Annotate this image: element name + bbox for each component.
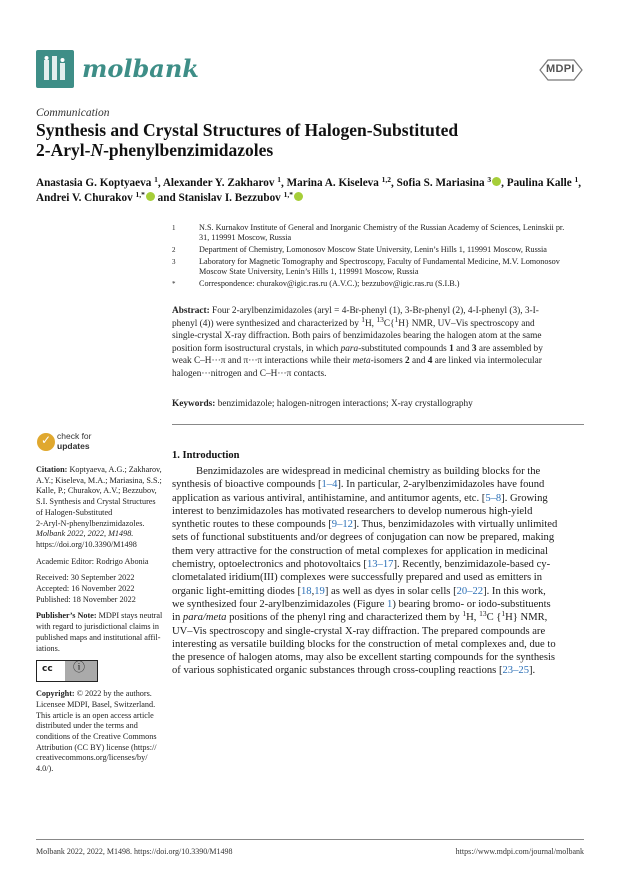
keywords-label: Keywords: [172,399,216,409]
body-text [172,465,584,678]
article-type: Communication [36,107,110,119]
copyright-text: © 2022 by the authors. [74,689,152,699]
body-text-span: ]. Thus, benzimidazoles with virtually unlimited [352,519,558,531]
body-line [172,518,584,531]
body-text-span: in [172,612,183,624]
affiliation-2 [172,245,584,255]
sidebar-line: Licensee MDPI, Basel, Switzerland. [36,699,156,709]
body-text-span: application as various antiviral, antihistamine, and antitumor agents, etc. [ [172,492,486,504]
academic-editor: Academic Editor: Rodrigo Abonia [36,556,149,566]
affiliations [172,223,584,291]
sidebar-line: with regard to jurisdictional claims in [36,622,160,632]
affiliation-1 [172,223,584,243]
affiliation-correspondence [172,279,584,289]
publisher-logo[interactable] [538,58,584,82]
check-updates-line: updates [57,440,90,451]
abstract-sup: 1 [394,314,399,324]
title-line-2: 2-Aryl-N-phenylbenzimidazoles [36,140,274,160]
author-affil-sup: 1 [154,175,158,184]
abstract-text: Four 2-arylbenzimidazoles (aryl = 4-Br-phenyl (1), 3-Br-phenyl (2), 4-I-phenyl (3), 3-I- [212,306,539,316]
keywords-text: benzimidazole; halogen-nitrogen interactions; X-ray crystallography [217,399,473,409]
body-text-span: organic light-emitting diodes [ [172,585,301,597]
body-line: clometalated iridium(III) complexes were successfully prepared and used as emitters in [172,572,543,584]
affiliation-line: Department of Chemistry, Lomonosov Moscow State University, Lenin’s Hills 1, 119991 Moscow, Russia [199,245,547,254]
reference-link[interactable]: 19 [314,585,325,597]
body-line [172,611,584,624]
body-line [172,478,584,491]
abstract-text: weak C–H···π and π···π interactions while their [172,356,353,367]
affiliation-number: 2 [172,246,176,254]
author-affil-sup: 1,* [135,190,145,199]
check-updates-line: check for [57,431,92,441]
sidebar-line [36,689,162,700]
author-list [36,176,596,206]
orcid-icon[interactable] [294,192,303,201]
figure-link[interactable]: 1 [387,598,393,610]
abstract-line [172,314,584,331]
reference-link[interactable]: 23–25 [502,665,529,677]
sidebar-line: conditions of the Creative Commons [36,732,157,742]
citation-doi-link[interactable]: https://doi.org/10.3390/M1498 [36,539,137,549]
title-line-1: Synthesis and Crystal Structures of Halogen-Substituted [36,120,459,140]
abstract-text: -substituted compounds [358,343,450,354]
citation-text: Koptyaeva, A.G.; Zakharov, [67,465,162,474]
publisher-note-label: Publisher’s Note: [36,611,97,621]
footer-divider [36,839,584,840]
reference-link[interactable]: 5–8 [485,492,502,504]
journal-logo-icon [36,50,74,88]
body-text-span: Benzimidazoles are widespread in medicinal chemistry as building blocks for the [196,466,541,477]
abstract-label: Abstract: [172,306,210,316]
author-line-1: Anastasia G. Koptyaeva $^1$, Alexander Y. Zakharov $^1$, Marina A. Kiseleva $^{1,2}$, Sofia S. Mariasina $^3$ , Paulina Kalle $^1$, [36,175,582,189]
compound-number: 2 [405,356,410,367]
abstract-text: are linked via intermolecular [432,356,542,367]
abstract-line: single-crystal X-ray diffraction. Both pairs of benzimidazoles bearing the halogen atom at the same [172,331,542,342]
footer-citation[interactable]: Molbank 2022, 2022, M1498. https://doi.org/10.3390/M1498 [36,847,233,856]
affiliation-3 [172,257,584,277]
body-text-span: of various sophisticated organic substances through cross-coupling reactions [ [172,665,503,677]
author-affil-sup: 3 [487,175,492,184]
author-name: Andrei V. Churakov [36,192,133,204]
compound-number: 3 [471,343,477,354]
copyright-label: Copyright: [36,689,75,699]
check-for-updates-button[interactable] [37,432,107,454]
body-text-span: we synthesized four 2-arylbenzimidazoles (Figure [172,598,388,610]
abstract-sup: 1 [361,314,365,324]
body-text-span: H} NMR, [505,612,548,624]
body-line: them very attractive for the construction of metal complexes for application in medicinal [172,545,548,557]
reference-link[interactable]: 20–22 [456,585,484,597]
abstract-text: are assembled by [476,343,543,354]
license-link[interactable]: creativecommons.org/licenses/by/ [36,753,148,763]
affiliation-line: Moscow State University, Lenin’s Hills 1, 119991 Moscow, Russia [199,267,419,276]
body-text-span: para/meta [182,612,227,624]
author-name: Sofia S. Mariasina [396,177,485,189]
editor-block [36,557,162,568]
abstract-text: position form isostructural crystals, in which [172,343,341,354]
sidebar-line [36,465,162,476]
body-text-span: , [311,585,315,597]
body-text-span: ]. Growing [501,492,548,504]
body-line: interest to benzimidazoles has motivated researchers to develop numerous high-yield [172,505,533,517]
body-line: interesting as versatile building blocks for the construction of metal complexes and, due to [172,638,556,650]
abstract-text: H} NMR, UV–Vis spectroscopy and [398,318,535,329]
sidebar-line: 2-Aryl-N-phenylbenzimidazoles. [36,518,145,528]
affiliation-number: * [172,279,176,288]
abstract-sup: 13 [376,314,384,324]
sidebar-line: A.Y.; Kiseleva, M.A.; Mariasina, S.S.; [36,475,162,485]
article-title [36,120,596,160]
compound-number: 4 [427,356,433,367]
body-text-span: chemistry, optoelectronics and photovoltaics [ [172,559,367,571]
abstract-text: and [409,356,428,367]
abstract-line [172,343,584,356]
abstract-text: para [340,343,359,354]
abstract-text: phenyl (4)) were synthesized and characterized by [172,318,362,329]
affiliation-number: 3 [172,257,176,266]
body-text-span: positions of the phenyl ring and characterized them by [226,612,463,624]
sidebar-line: Molbank 2022, 2022, M1498. [36,529,134,539]
sidebar-line: published maps and institutional affil- [36,632,161,642]
dates-block [36,573,162,605]
sidebar-line: distributed under the terms and [36,721,138,731]
sidebar-line: S.I. Synthesis and Crystal Structures [36,497,156,507]
orcid-icon[interactable] [492,177,501,186]
author-affil-sup: 1,* [283,190,293,199]
article-sidebar [36,465,162,781]
sidebar-line: iations. [36,643,60,653]
body-line [172,558,584,571]
cc-by-license-badge[interactable] [36,660,98,682]
affiliation-line: 31, 119991 Moscow, Russia [199,233,292,243]
copyright-block [36,689,162,775]
accepted-date: Accepted: 16 November 2022 [36,584,135,594]
author-name: Anastasia G. Koptyaeva [36,177,152,189]
sidebar-line: of Halogen-Substituted [36,507,113,517]
body-text-span: synthetic routes to these compounds [ [172,519,332,531]
abstract [172,305,584,381]
body-sup: 13 [479,609,487,619]
abstract-line [172,355,584,368]
orcid-icon[interactable] [146,192,155,201]
abstract-text: C{ [383,318,395,329]
body-line: UV–Vis spectroscopy and single-crystal X-ray diffraction. The prepared compounds are [172,625,546,637]
body-text-span: C { [486,612,502,624]
body-text-span: ]. [528,665,536,677]
correspondence-line[interactable]: Correspondence: churakov@igic.ras.ru (A.V.C.); bezzubov@igic.ras.ru (S.I.B.) [199,278,460,288]
body-line [172,598,584,611]
citation-label: Citation: [36,465,68,474]
abstract-text: -isomers [370,356,406,367]
body-text-span: H, [466,612,480,624]
author-line-2 [36,191,596,206]
body-line [172,492,584,505]
author-name: Stanislav I. Bezzubov [178,192,281,204]
body-text-span: ]. In particular, 2-arylbenzimidazoles have found [337,479,545,491]
body-line [172,664,584,677]
author-affil-sup: 1 [574,175,579,184]
by-icon-glyph: ⓘ [73,660,86,675]
cc-icon [37,661,65,681]
citation-block [36,465,162,551]
body-sup: 1 [501,609,506,619]
keywords [172,399,584,409]
abstract-line: halogen···nitrogen and C–H···π contacts. [172,368,327,379]
journal-name[interactable]: molbank [82,54,199,83]
reference-link[interactable]: 18 [300,585,312,597]
reference-link[interactable]: 9–12 [331,519,353,531]
reference-link[interactable]: 13–17 [366,559,394,571]
body-text-span: ]. Recently, benzimidazole-based cy- [393,559,551,571]
affiliation-line: N.S. Kurnakov Institute of General and Inorganic Chemistry of the Russian Academy of Sciences, Leninskii pr. [199,223,565,232]
reference-link[interactable]: 1–4 [321,479,338,491]
body-line: sets of functional substituents and/or degrees of conjugation can now be prepared, making [172,532,555,544]
sidebar-line: This article is an open access article [36,710,154,720]
journal-header [36,50,584,94]
author-conjunction: and [157,192,176,204]
affiliation-line: Laboratory for Magnetic Tomography and Spectroscopy, Faculty of Fundamental Medicine, M.V. Lomonosov [199,256,560,266]
abstract-text: H, [364,318,377,329]
author-affil-sup: 1,2 [381,175,392,184]
publisher-name: MDPI [546,63,575,75]
footer-journal-link[interactable]: https://www.mdpi.com/journal/molbank [455,847,584,856]
body-text-span: ] as well as dyes in solar cells [ [324,585,457,597]
author-affil-sup: 1 [277,175,281,184]
body-text-span: ) bearing bromo- or iodo-substituents [392,598,551,610]
author-name: Marina A. Kiseleva [286,177,379,189]
body-text-span: synthesis of bioactive compounds [ [172,479,322,491]
license-link[interactable]: 4.0/). [36,764,54,774]
publisher-note-text: MDPI stays neutral [96,611,163,621]
body-line [172,585,584,598]
abstract-divider [172,424,584,425]
section-heading: 1. Introduction [172,450,240,461]
cc-icon-text: cc [42,664,53,675]
author-name: Alexander Y. Zakharov [162,177,275,189]
author-name: Paulina Kalle [506,177,572,189]
sidebar-line [36,611,162,622]
published-date: Published: 18 November 2022 [36,594,136,604]
check-updates-label [57,432,92,451]
body-line [172,465,584,478]
body-line: the presence of halogen atoms, may also be excellent starting compounds for the synthesis [172,652,556,664]
body-text-span: ]. In this work, [483,585,546,597]
compound-number: 1 [449,343,454,354]
affiliation-number: 1 [172,224,176,232]
received-date: Received: 30 September 2022 [36,573,135,583]
sidebar-line: Kalle, P.; Churakov, A.V.; Bezzubov, [36,486,157,496]
body-sup: 1 [462,609,467,619]
license-link[interactable]: Attribution (CC BY) license (https:// [36,742,157,752]
publisher-note-block [36,611,162,654]
check-updates-icon: ✓ [37,433,55,451]
abstract-text: and [453,343,472,354]
abstract-text: meta [352,356,371,367]
